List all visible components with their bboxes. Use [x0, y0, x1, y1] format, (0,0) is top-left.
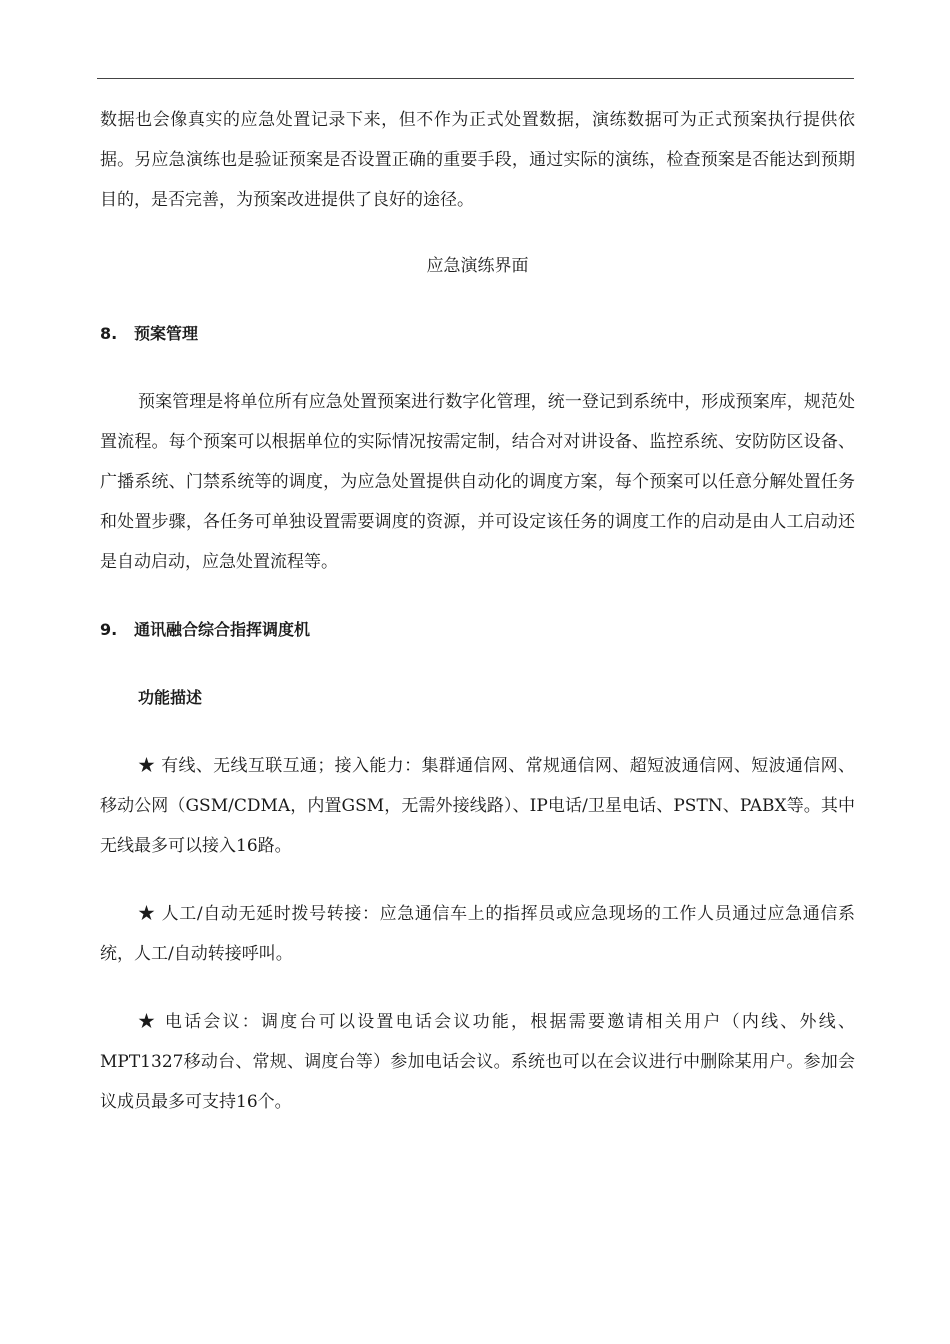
- section-9-number: 9.: [100, 620, 118, 639]
- feature-item: ★ 电话会议：调度台可以设置电话会议功能，根据需要邀请相关用户（内线、外线、MPT1327移动台、常规、调度台等）参加电话会议。系统也可以在会议进行中删除某用户。参加会议成员最多可支持16个。: [100, 1012, 855, 1112]
- section-9-title: 通讯融合综合指挥调度机: [134, 620, 311, 639]
- intro-paragraph: 数据也会像真实的应急处置记录下来，但不作为正式处置数据，演练数据可为正式预案执行提供依据。另应急演练也是验证预案是否设置正确的重要手段，通过实际的演练，检查预案是否能达到预期目的，是否完善，为预案改进提供了良好的途径。: [100, 110, 855, 210]
- document-page: [100, 100, 855, 1122]
- feature-item: ★ 有线、无线互联互通；接入能力：集群通信网、常规通信网、超短波通信网、短波通信网、移动公网（GSM/CDMA，内置GSM，无需外接线路）、IP电话/卫星电话、PSTN、PABX等。其中无线最多可以接入16路。: [100, 756, 855, 856]
- feature-item: ★ 人工/自动无延时拨号转接：应急通信车上的指挥员或应急现场的工作人员通过应急通信系统，人工/自动转接呼叫。: [100, 904, 855, 964]
- section-9-subtitle: 功能描述: [138, 688, 203, 707]
- section-8-body: 预案管理是将单位所有应急处置预案进行数字化管理，统一登记到系统中，形成预案库，规范处置流程。每个预案可以根据单位的实际情况按需定制，结合对对讲设备、监控系统、安防防区设备、广播系统、门禁系统等的调度，为应急处置提供自动化的调度方案，每个预案可以任意分解处置任务和处置步骤，各任务可单独设置需要调度的资源，并可设定该任务的调度工作的启动是由人工启动还是自动启动，应急处置流程等。: [100, 392, 855, 572]
- section-9-heading: [100, 610, 855, 650]
- section-8-heading: [100, 314, 855, 354]
- section-8-title: 预案管理: [134, 324, 199, 343]
- figure-caption: 应急演练界面: [426, 256, 529, 276]
- section-8-number: 8.: [100, 324, 118, 343]
- header-rule: [97, 78, 854, 79]
